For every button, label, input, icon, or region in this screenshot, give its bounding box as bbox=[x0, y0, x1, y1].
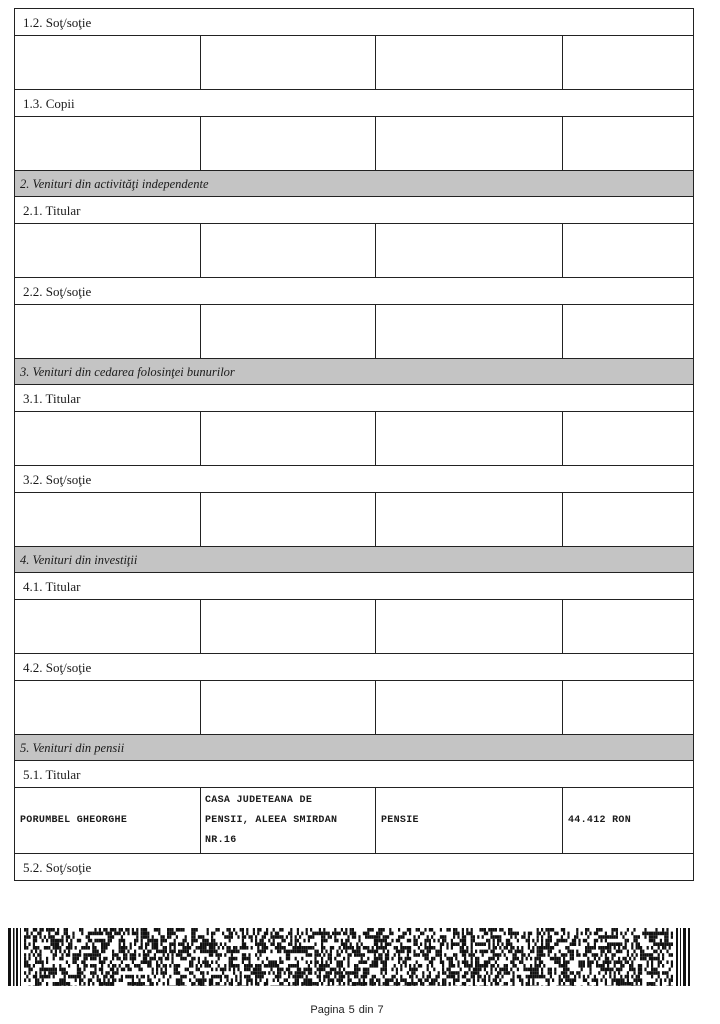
income-source-line: PENSII, ALEEA SMIRDAN bbox=[205, 815, 338, 826]
table-cell bbox=[563, 681, 693, 734]
table-cell bbox=[15, 36, 201, 89]
barcode-image bbox=[8, 928, 690, 986]
table-cell bbox=[201, 117, 376, 170]
table-row bbox=[15, 224, 693, 278]
beneficiary-name: PORUMBEL GHEORGHE bbox=[15, 788, 201, 853]
table-cell bbox=[15, 493, 201, 546]
table-cell bbox=[201, 681, 376, 734]
table-cell bbox=[376, 681, 563, 734]
table-cell bbox=[201, 36, 376, 89]
pension-row bbox=[15, 788, 693, 854]
table-row bbox=[15, 493, 693, 547]
income-type: PENSIE bbox=[376, 788, 563, 853]
table-cell bbox=[201, 600, 376, 653]
section-3-header: 3. Venituri din cedarea folosinţei bunurilor bbox=[15, 359, 693, 385]
table-row bbox=[15, 412, 693, 466]
table-cell bbox=[376, 117, 563, 170]
table-row bbox=[15, 305, 693, 359]
subsection-2-1: 2.1. Titular bbox=[15, 197, 693, 224]
subsection-4-2: 4.2. Soţ/soţie bbox=[15, 654, 693, 681]
table-cell bbox=[563, 36, 693, 89]
income-source-line: NR.16 bbox=[205, 835, 237, 846]
table-row bbox=[15, 600, 693, 654]
table-cell bbox=[376, 305, 563, 358]
table-cell bbox=[15, 412, 201, 465]
income-source bbox=[201, 788, 376, 853]
table-row bbox=[15, 681, 693, 735]
table-cell bbox=[201, 224, 376, 277]
subsection-5-2: 5.2. Soţ/soţie bbox=[15, 854, 693, 881]
table-cell bbox=[376, 224, 563, 277]
section-5-header: 5. Venituri din pensii bbox=[15, 735, 693, 761]
page-separator: din bbox=[358, 1004, 374, 1016]
subsection-5-1: 5.1. Titular bbox=[15, 761, 693, 788]
table-cell bbox=[563, 600, 693, 653]
table-cell bbox=[376, 412, 563, 465]
table-cell bbox=[201, 412, 376, 465]
income-source-line: CASA JUDETEANA DE bbox=[205, 795, 313, 806]
table-cell bbox=[563, 412, 693, 465]
table-cell bbox=[376, 600, 563, 653]
table-cell bbox=[563, 224, 693, 277]
income-declaration-form bbox=[14, 8, 694, 881]
subsection-1-3: 1.3. Copii bbox=[15, 90, 693, 117]
table-cell bbox=[563, 493, 693, 546]
subsection-3-2: 3.2. Soţ/soţie bbox=[15, 466, 693, 493]
subsection-4-1: 4.1. Titular bbox=[15, 573, 693, 600]
table-row bbox=[15, 36, 693, 90]
subsection-2-2: 2.2. Soţ/soţie bbox=[15, 278, 693, 305]
section-2-header: 2. Venituri din activităţi independente bbox=[15, 171, 693, 197]
subsection-1-2: 1.2. Soţ/soţie bbox=[15, 9, 693, 36]
income-amount: 44.412 RON bbox=[568, 815, 632, 826]
section-4-header: 4. Venituri din investiţii bbox=[15, 547, 693, 573]
table-cell bbox=[15, 117, 201, 170]
subsection-3-1: 3.1. Titular bbox=[15, 385, 693, 412]
table-cell bbox=[15, 600, 201, 653]
page-current: 5 bbox=[348, 1004, 355, 1016]
table-cell bbox=[201, 493, 376, 546]
page-number bbox=[0, 1004, 694, 1016]
table-row bbox=[15, 117, 693, 171]
table-cell bbox=[15, 224, 201, 277]
table-cell bbox=[15, 681, 201, 734]
table-cell bbox=[376, 493, 563, 546]
table-cell bbox=[563, 117, 693, 170]
table-cell bbox=[15, 305, 201, 358]
table-cell bbox=[563, 305, 693, 358]
table-cell bbox=[201, 305, 376, 358]
page-total: 7 bbox=[377, 1004, 384, 1016]
page-label: Pagina bbox=[310, 1004, 345, 1016]
table-cell bbox=[376, 36, 563, 89]
